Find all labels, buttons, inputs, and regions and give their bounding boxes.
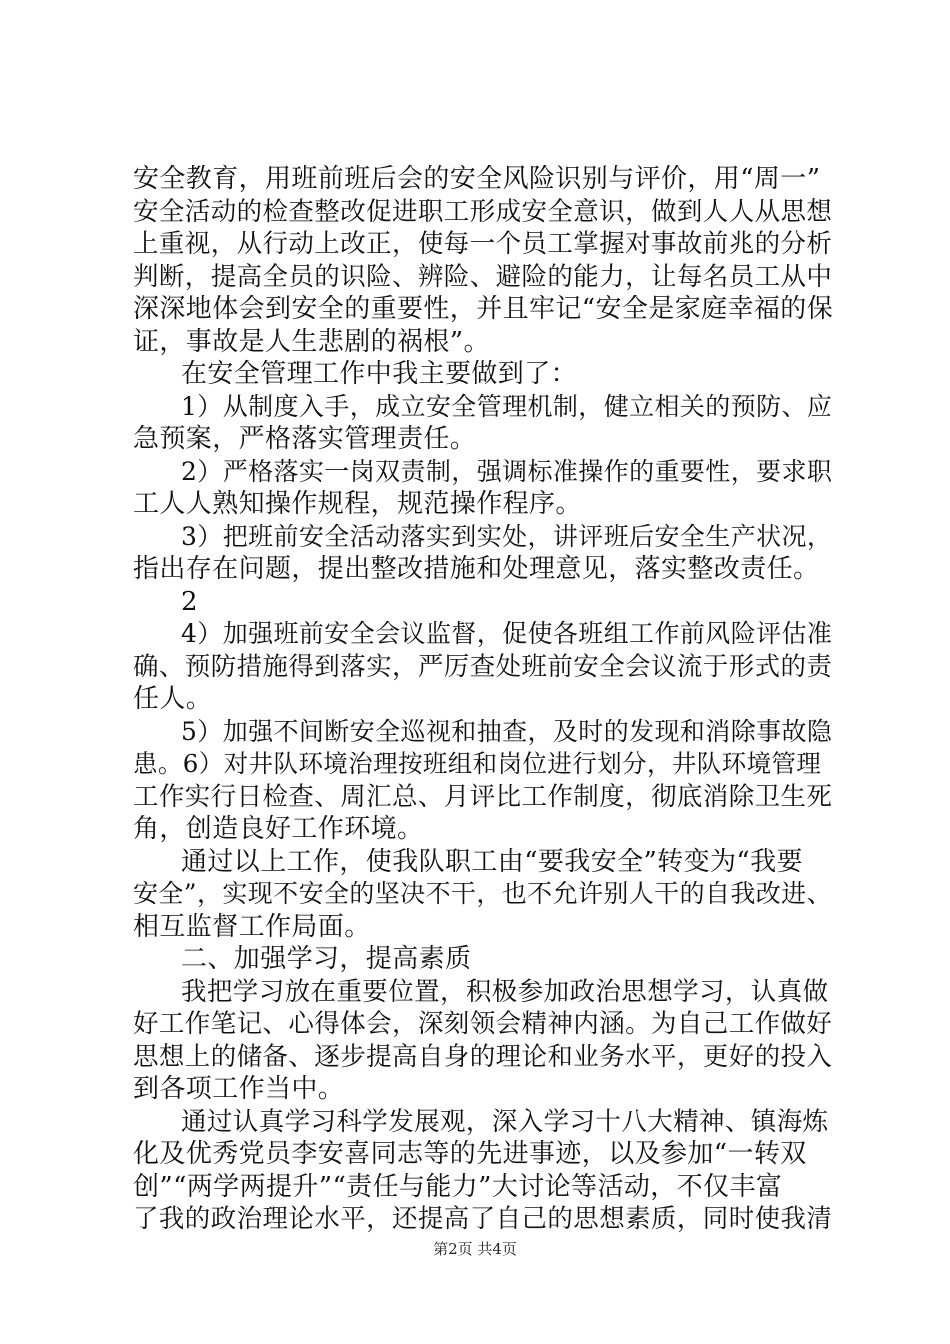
- text-line: 安全教育，用班前班后会的安全风险识别与评价，用“周一”: [133, 164, 821, 194]
- text-line: 了我的政治理论水平，还提高了自己的思想素质，同时使我清: [133, 1204, 833, 1234]
- text-line: 安全活动的检查整改促进职工形成安全意识，做到人人从思想: [133, 196, 833, 227]
- text-line: 深深地体会到安全的重要性，并且牢记“安全是家庭幸福的保: [133, 294, 834, 324]
- text-line: 思想上的储备、逐步提高自身的理论和业务水平，更好的投入: [133, 1041, 833, 1072]
- text-line: 判断，提高全员的识险、辨险、避险的能力，让每名员工从中: [133, 261, 833, 292]
- text-line: 上重视，从行动上改正，使每一个员工掌握对事故前兆的分析: [133, 229, 833, 259]
- text-line: 患。6）对井队环境治理按班组和岗位进行划分，井队环境管理: [133, 749, 822, 778]
- text-line: 在安全管理工作中我主要做到了：: [181, 359, 578, 389]
- text-line: 相互监督工作局面。: [133, 911, 371, 942]
- page-number-label: 第2页 共4页: [433, 1240, 517, 1258]
- text-line: 确、预防措施得到落实，严厉查处班前安全会议流于形式的责: [133, 651, 833, 682]
- text-line: 二、加强学习，提高素质: [181, 944, 472, 974]
- text-line: 3）把班前安全活动落实到实处，讲评班后安全生产状况，: [181, 521, 833, 551]
- document-body: [133, 163, 833, 1236]
- text-line: 角，创造良好工作环境。: [133, 814, 424, 844]
- text-line: 1）从制度入手，成立安全管理机制，健立相关的预防、应: [181, 391, 833, 421]
- text-line: 急预案，严格落实管理责任。: [133, 424, 477, 454]
- text-line: 到各项工作当中。: [133, 1074, 345, 1104]
- text-line: 安全”，实现不安全的坚决不干，也不允许别人干的自我改进、: [133, 879, 832, 908]
- text-line: 工作实行日检查、周汇总、月评比工作制度，彻底消除卫生死: [133, 781, 833, 812]
- text-line: 4）加强班前安全会议监督，促使各班组工作前风险评估准: [181, 619, 833, 648]
- text-line: 创”“两学两提升”“责任与能力”大讨论等活动，不仅丰富: [133, 1171, 783, 1202]
- page-footer: [0, 1239, 950, 1259]
- text-line: 化及优秀党员李安喜同志等的先进事迹，以及参加“一转双: [133, 1139, 807, 1169]
- text-line: 工人人熟知操作规程，规范操作程序。: [133, 489, 582, 519]
- text-line: 证，事故是人生悲剧的祸根”。: [133, 326, 490, 357]
- text-line: 好工作笔记、心得体会，深刻领会精神内涵。为自己工作做好: [133, 1009, 833, 1039]
- text-line: 任人。: [133, 684, 213, 714]
- text-line: 通过以上工作，使我队职工由“要我安全”转变为“我要: [181, 846, 803, 877]
- text-line: 指出存在问题，提出整改措施和处理意见，落实整改责任。: [133, 554, 820, 584]
- text-line: 2: [181, 586, 198, 617]
- text-line: 我把学习放在重要位置，积极参加政治思想学习，认真做: [181, 976, 829, 1007]
- text-line: 5）加强不间断安全巡视和抽查，及时的发现和消除事故隐: [181, 716, 833, 746]
- text-line: 2）严格落实一岗双责制，强调标准操作的重要性，要求职: [181, 456, 833, 486]
- text-line: 通过认真学习科学发展观，深入学习十八大精神、镇海炼: [181, 1106, 829, 1137]
